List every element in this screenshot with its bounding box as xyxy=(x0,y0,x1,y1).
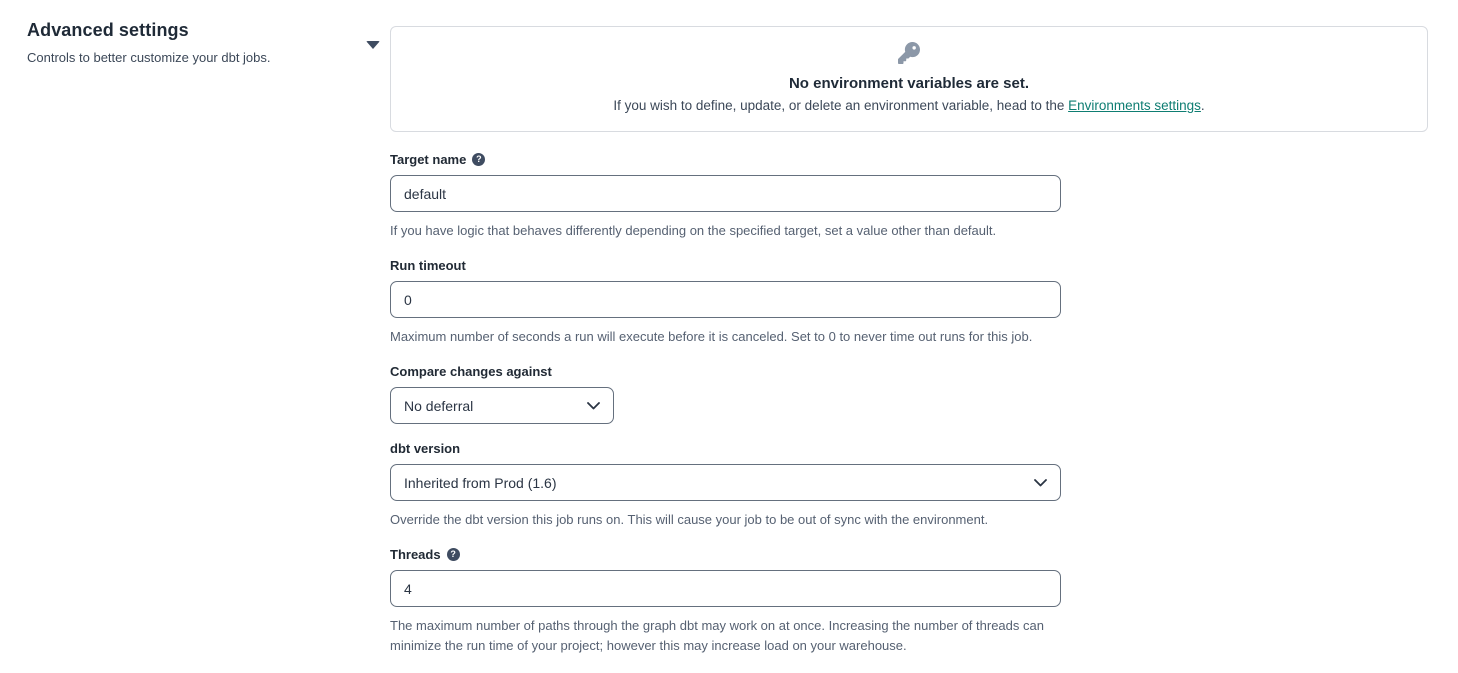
threads-input[interactable] xyxy=(390,570,1061,607)
caret-down-icon[interactable] xyxy=(366,41,380,49)
section-header-text xyxy=(27,20,271,65)
dbt-version-selected-value: Inherited from Prod (1.6) xyxy=(404,474,557,491)
env-variables-empty-state xyxy=(390,26,1428,132)
compare-changes-label: Compare changes against xyxy=(390,364,552,379)
compare-changes-label-row xyxy=(390,364,1061,379)
run-timeout-field xyxy=(390,258,1061,347)
env-empty-message xyxy=(407,98,1411,113)
key-icon xyxy=(898,42,920,64)
env-message-prefix: If you wish to define, update, or delete an environment variable, head to the xyxy=(613,98,1069,113)
compare-changes-field xyxy=(390,364,1061,424)
target-name-helper: If you have logic that behaves differently depending on the specified target, set a value other than default. xyxy=(390,223,997,238)
help-icon[interactable]: ? xyxy=(472,153,485,166)
target-name-label-row xyxy=(390,152,1061,167)
help-icon[interactable]: ? xyxy=(447,548,460,561)
dbt-version-label: dbt version xyxy=(390,441,461,456)
env-message-suffix: . xyxy=(1200,98,1205,113)
dbt-version-select[interactable] xyxy=(390,464,1061,501)
dbt-version-label-row xyxy=(390,441,1061,456)
page-subtitle: Controls to better customize your dbt jobs. xyxy=(27,50,271,65)
dbt-version-field xyxy=(390,441,1061,530)
threads-label: Threads xyxy=(390,547,441,562)
dbt-version-helper: Override the dbt version this job runs on. This will cause your job to be out of sync with the environment. xyxy=(390,512,989,527)
threads-field xyxy=(390,547,1061,656)
target-name-field xyxy=(390,152,1061,241)
settings-panel xyxy=(390,0,1458,673)
advanced-settings-form xyxy=(390,152,1061,656)
run-timeout-input[interactable] xyxy=(390,281,1061,318)
environments-settings-link[interactable]: Environments settings xyxy=(1068,98,1201,113)
threads-label-row xyxy=(390,547,1061,562)
target-name-label: Target name xyxy=(390,152,467,167)
run-timeout-label-row xyxy=(390,258,1061,273)
page-title: Advanced settings xyxy=(27,20,189,40)
run-timeout-helper: Maximum number of seconds a run will execute before it is canceled. Set to 0 to never time out runs for this job. xyxy=(390,329,1033,344)
compare-changes-selected-value: No deferral xyxy=(404,397,474,414)
env-empty-title: No environment variables are set. xyxy=(788,75,1030,92)
chevron-down-icon xyxy=(1034,479,1047,487)
chevron-down-icon xyxy=(587,402,600,410)
run-timeout-label: Run timeout xyxy=(390,258,466,273)
threads-helper: The maximum number of paths through the graph dbt may work on at once. Increasing the number of threads can minimize the run time of your project; however this may increase load on your warehouse. xyxy=(390,618,1044,653)
compare-changes-select[interactable] xyxy=(390,387,614,424)
section-header xyxy=(0,0,390,673)
target-name-input[interactable] xyxy=(390,175,1061,212)
